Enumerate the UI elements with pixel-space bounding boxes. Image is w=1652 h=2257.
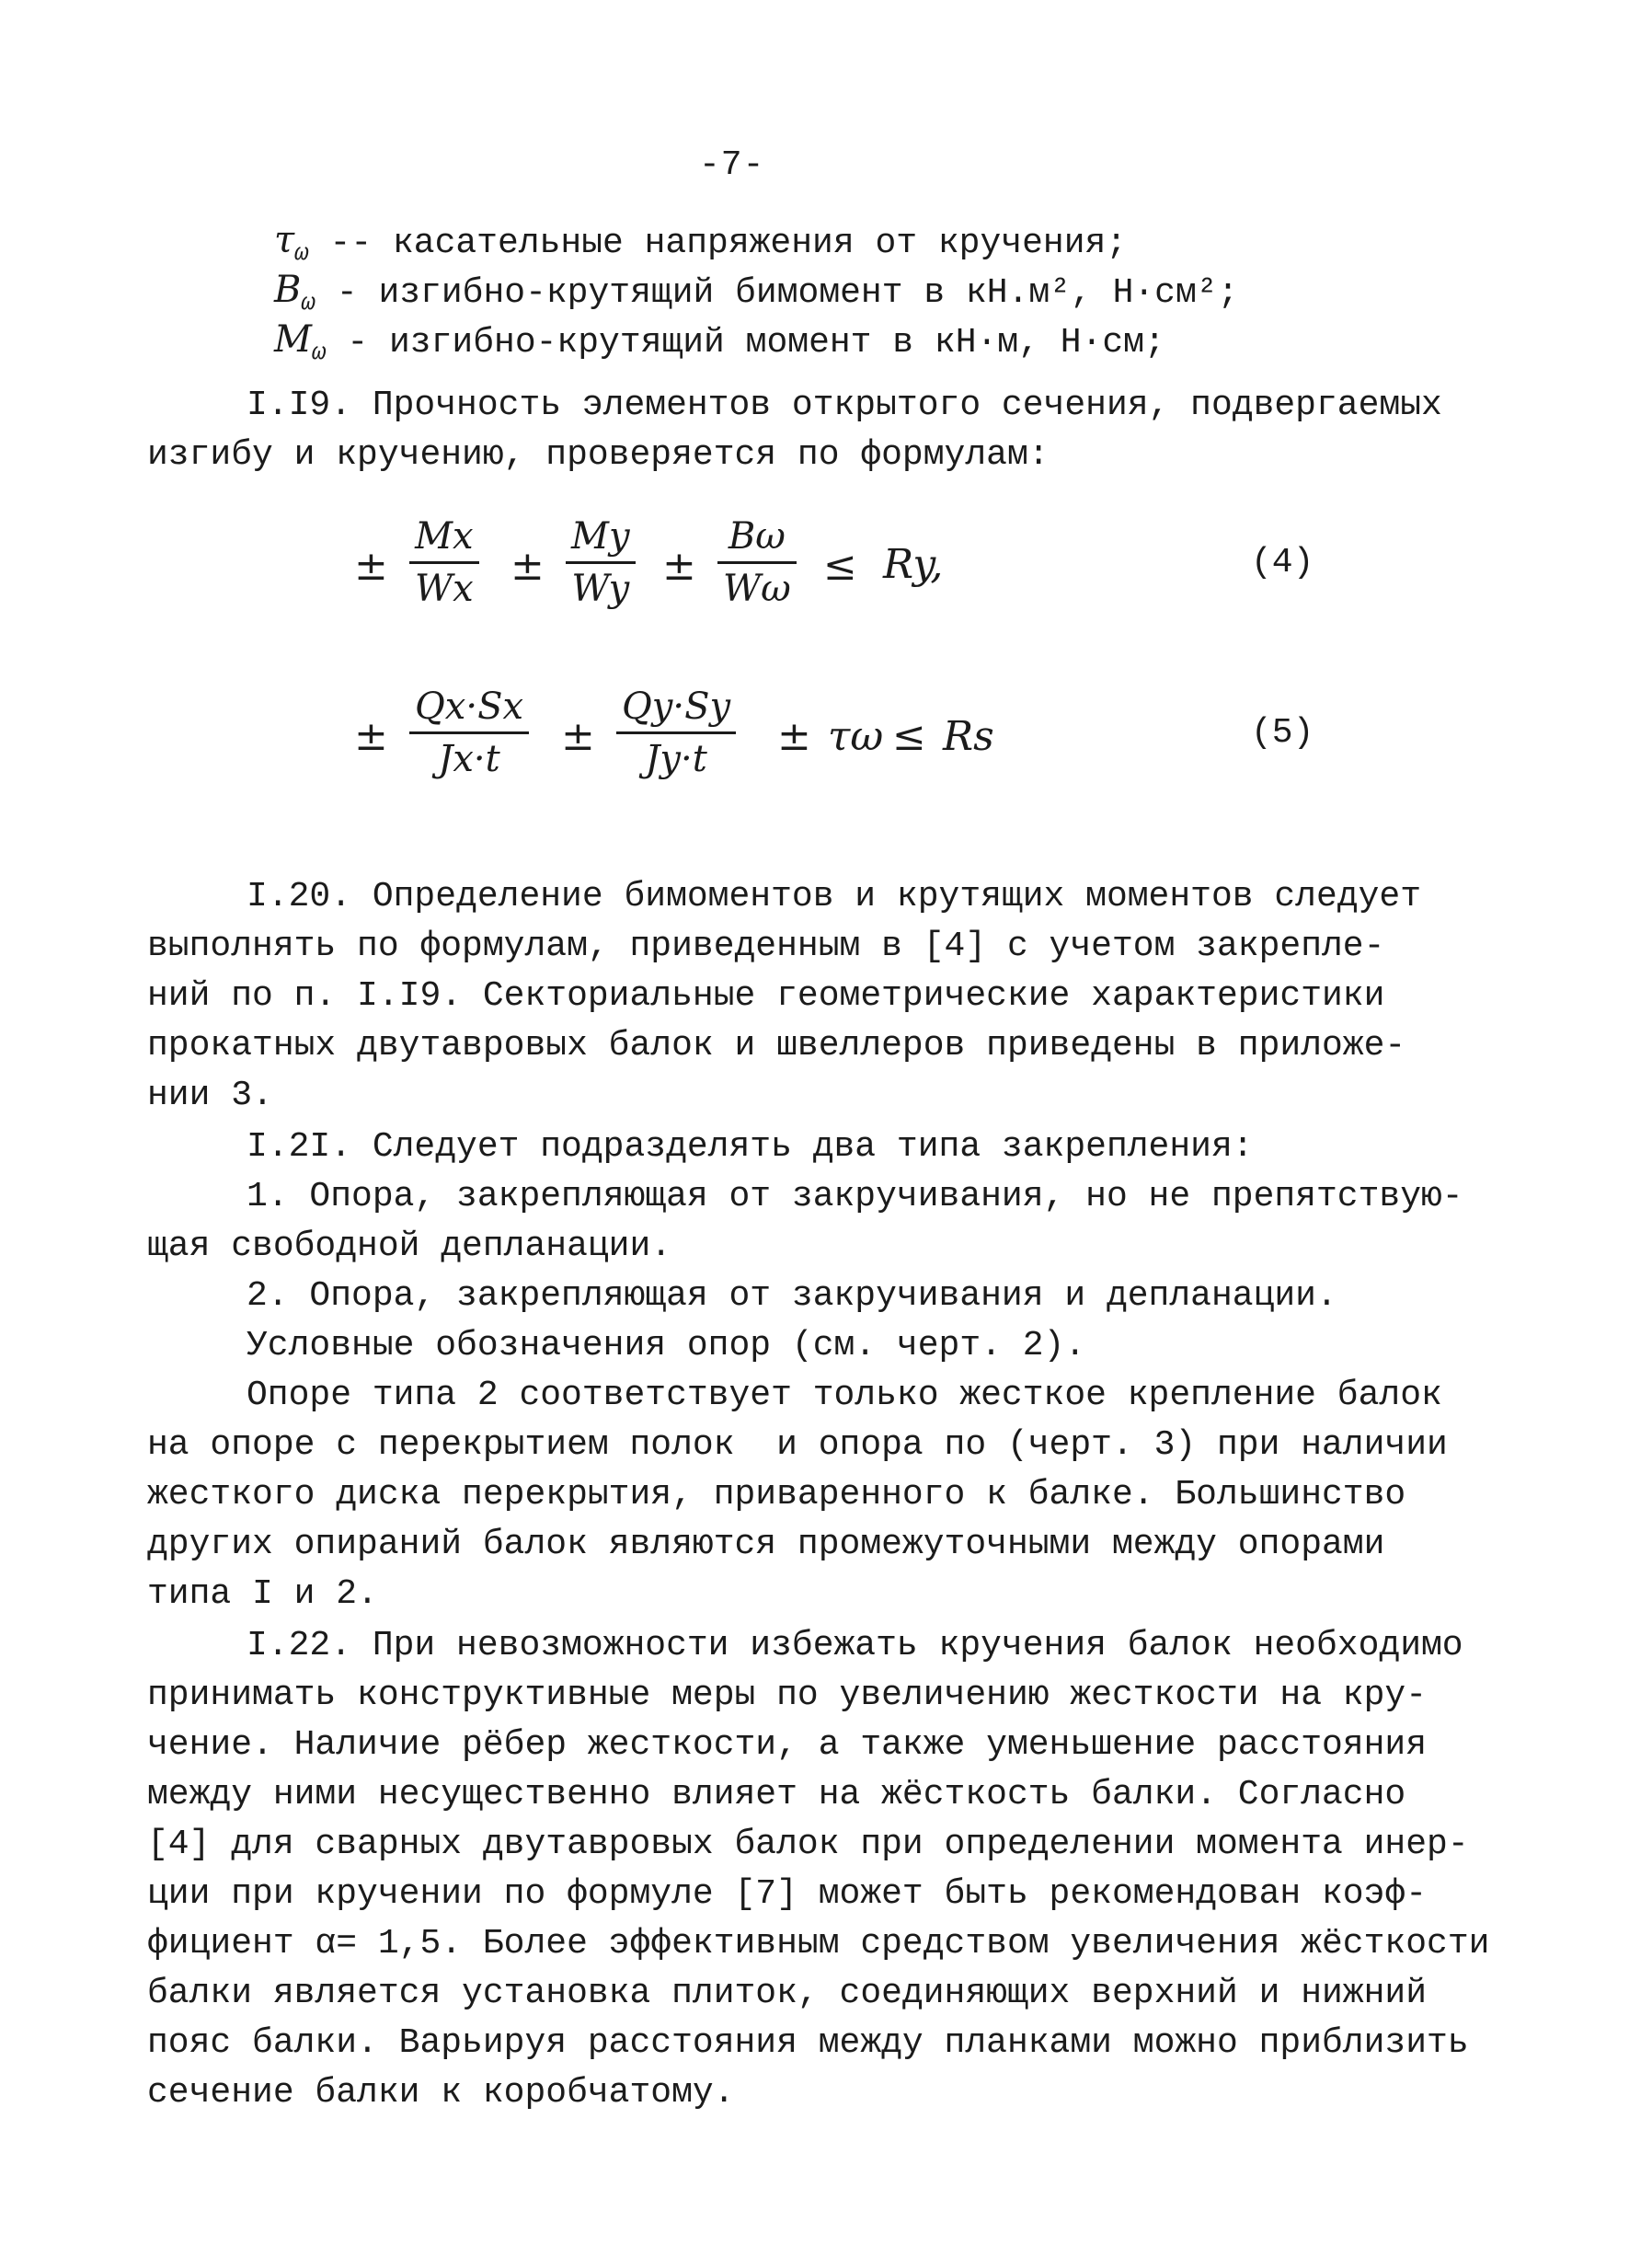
sec-122-line-1: I.22. При невозможности избежать кручения балок необходимо: [247, 1626, 1463, 1665]
sec-121-line-3: щая свободной депланации.: [147, 1226, 672, 1266]
plus-minus-sign: ±: [662, 543, 696, 590]
plus-minus-sign: ±: [511, 543, 545, 590]
sec-119-line-2: изгибу и кручению, проверяется по формулам:: [147, 435, 1050, 475]
plus-minus-sign: ±: [777, 713, 811, 760]
sec-122-line-10: сечение балки к коробчатому.: [147, 2073, 735, 2113]
sec-122-line-5: [4] для сварных двутавровых балок при определении момента инер-: [147, 1825, 1469, 1864]
fraction-bar: [409, 561, 479, 564]
numerator: Qx·Sx: [415, 685, 524, 728]
numerator: Bω: [728, 515, 786, 558]
fraction-mx-wx: [409, 515, 479, 610]
fraction-bar: [409, 731, 529, 734]
sec-122-line-7: фициент α= 1,5. Более эффективным средством увеличения жёсткости: [147, 1924, 1490, 1963]
definition-text: касательные напряжения от кручения;: [392, 224, 1128, 263]
sec-121-line-5: Условные обозначения опор (см. черт. 2).: [247, 1326, 1086, 1365]
equation-number-4: (4): [1251, 543, 1314, 582]
symbol-tau-sub: ω: [294, 239, 309, 267]
sec-121-line-4: 2. Опора, закрепляющая от закручивания и депланации.: [247, 1276, 1337, 1316]
sec-120-line-5: нии 3.: [147, 1076, 273, 1115]
definition-tau: [274, 219, 1127, 274]
fraction-bar: [616, 731, 736, 734]
equation-number-5: (5): [1251, 713, 1314, 753]
symbol-tau: τ: [274, 219, 295, 261]
denominator: Wy: [571, 568, 630, 610]
denominator: Jy·t: [645, 738, 707, 780]
plus-minus-sign: ±: [354, 543, 388, 590]
denominator: Wx: [415, 568, 474, 610]
term-tau-omega: τω: [828, 713, 884, 760]
fraction-bar: [717, 561, 797, 564]
fraction-bar: [566, 561, 636, 564]
definition-text: изгибно-крутящий бимомент в кН.м², Н·см²;: [378, 273, 1239, 313]
denominator: Jx·t: [438, 738, 500, 780]
numerator: Qy·Sy: [622, 685, 731, 728]
fraction-bw-ww: [717, 515, 797, 610]
sec-122-line-6: ции при кручении по формуле [7] может быть рекомендован коэф-: [147, 1874, 1428, 1914]
symbol-b: B: [274, 269, 302, 311]
sec-122-line-2: принимать конструктивные меры по увеличению жесткости на кру-: [147, 1675, 1428, 1715]
sec-122-line-4: между ними несущественно влияет на жёсткость балки. Согласно: [147, 1775, 1406, 1814]
page-number: -7-: [699, 145, 765, 185]
formula-5: [354, 685, 1366, 805]
formula-4: [354, 515, 1366, 635]
sec-122-line-9: пояс балки. Варьируя расстояния между планками можно приблизить: [147, 2023, 1469, 2063]
sec-122-line-3: чение. Наличие рёбер жесткости, а также уменьшение расстояния: [147, 1725, 1428, 1765]
sec-121-line-2: 1. Опора, закрепляющая от закручивания, но не препятствую-: [247, 1177, 1463, 1216]
definition-dash: --: [308, 224, 393, 263]
sec-121-line-10: типа I и 2.: [147, 1574, 378, 1614]
symbol-m: M: [274, 318, 312, 361]
symbol-m-sub: ω: [311, 339, 327, 366]
definition-bimoment: [274, 269, 1238, 324]
plus-minus-sign: ±: [561, 713, 595, 760]
definition-text: изгибно-крутящий момент в кН·м, Н·см;: [389, 323, 1165, 363]
numerator: Mx: [415, 515, 474, 558]
sec-121-line-6: Опоре типа 2 соответствует только жесткое крепление балок: [247, 1376, 1442, 1415]
fraction-qxsx-jxt: [409, 685, 529, 780]
definition-dash: -: [315, 273, 379, 313]
sec-121-line-9: других опираний балок являются промежуточными между опорами: [147, 1525, 1385, 1564]
sec-120-line-4: прокатных двутавровых балок и швеллеров приведены в приложе-: [147, 1026, 1406, 1065]
sec-121-line-1: I.2I. Следует подразделять два типа закрепления:: [247, 1127, 1254, 1167]
sec-120-line-2: выполнять по формулам, приведенным в [4] с учетом закрепле-: [147, 927, 1385, 966]
sec-120-line-1: I.20. Определение бимоментов и крутящих моментов следует: [247, 877, 1422, 916]
definition-dash: -: [326, 323, 389, 363]
sec-119-line-1: I.I9. Прочность элементов открытого сечения, подвергаемых: [247, 386, 1442, 425]
symbol-b-sub: ω: [301, 289, 316, 317]
rhs-ry: Ry,: [883, 541, 944, 588]
sec-122-line-8: балки является установка плиток, соединяющих верхний и нижний: [147, 1974, 1428, 2013]
fraction-qysy-jyt: [616, 685, 736, 780]
numerator: My: [571, 515, 630, 558]
definition-moment: [274, 318, 1165, 374]
sec-121-line-7: на опоре с перекрытием полок и опора по (черт. 3) при наличии: [147, 1425, 1448, 1465]
less-or-equal-sign: ≤: [823, 543, 857, 590]
sec-121-line-8: жесткого диска перекрытия, приваренного к балке. Большинство: [147, 1475, 1406, 1514]
denominator: Wω: [723, 568, 791, 610]
rhs-rs: Rs: [943, 713, 994, 760]
plus-minus-sign: ±: [354, 713, 388, 760]
fraction-my-wy: [566, 515, 636, 610]
less-or-equal-sign: ≤: [892, 713, 926, 760]
sec-120-line-3: ний по п. I.I9. Секториальные геометрические характеристики: [147, 976, 1385, 1016]
